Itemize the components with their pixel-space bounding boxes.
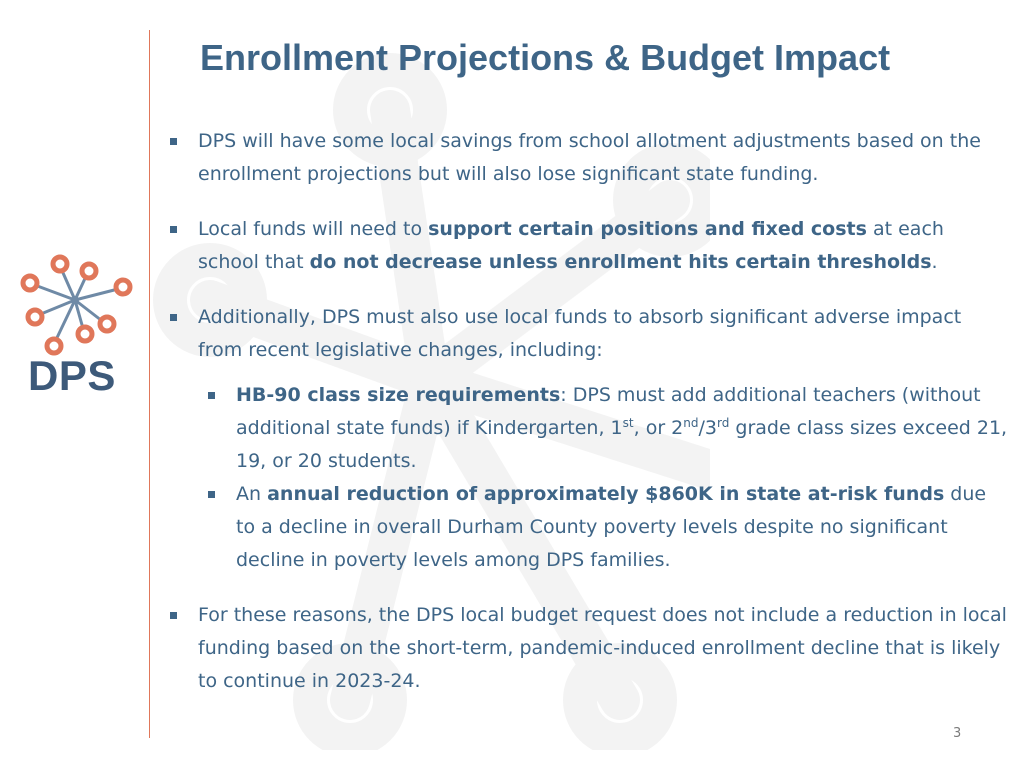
bullet-bold-text: annual reduction of approximately $860K in state at-risk funds bbox=[267, 483, 945, 505]
bullet-square-icon bbox=[170, 612, 177, 619]
bullet-text: /3 bbox=[698, 417, 717, 439]
bullet-text: due to a decline in overall Durham County poverty levels despite no significant decline in poverty levels among DPS families. bbox=[236, 483, 987, 571]
bullet-text: For these reasons, the DPS local budget request does not include a reduction in local funding based on the short-term, pandemic-induced enrollment decline that is likely to continue in 2023-24. bbox=[198, 604, 1007, 692]
bullet-bold-text: do not decrease unless enrollment hits certain thresholds bbox=[309, 251, 932, 273]
bullet-bold-text: support certain positions and fixed costs bbox=[428, 218, 867, 240]
bullet-text: at each school that bbox=[198, 218, 944, 273]
slide-title: Enrollment Projections & Budget Impact bbox=[200, 37, 891, 78]
bullet-bold-text: HB-90 class size requirements bbox=[236, 384, 561, 406]
bullet-text: : DPS must add additional teachers (without additional state funds) if Kindergarten, 1 bbox=[236, 384, 981, 439]
bullet-legislative-changes bbox=[168, 301, 1008, 367]
bullet-text: Additionally, DPS must also use local funds to absorb significant adverse impact from recent legislative changes, including: bbox=[198, 306, 962, 361]
sub-bullet-hb90 bbox=[206, 379, 1008, 478]
bullet-square-icon bbox=[170, 226, 177, 233]
bullet-local-savings bbox=[168, 125, 1008, 191]
bullet-square-icon bbox=[170, 314, 177, 321]
bullet-text: An bbox=[236, 483, 268, 505]
bullet-text: grade class sizes exceed 21, 19, or 20 students. bbox=[236, 417, 1008, 472]
bullet-budget-request bbox=[168, 599, 1008, 698]
sub-bullet-at-risk-funds bbox=[206, 478, 1008, 577]
vertical-divider bbox=[149, 30, 150, 738]
bullet-square-icon bbox=[208, 491, 215, 498]
superscript: rd bbox=[717, 416, 730, 430]
superscript: nd bbox=[683, 416, 699, 430]
bullet-text: DPS will have some local savings from school allotment adjustments based on the enrollment projections but will also lose significant state funding. bbox=[198, 130, 981, 185]
bullet-square-icon bbox=[208, 392, 215, 399]
bullet-square-icon bbox=[170, 138, 177, 145]
bullet-text: , or 2 bbox=[633, 417, 684, 439]
superscript: st bbox=[622, 416, 634, 430]
page-number: 3 bbox=[953, 726, 962, 741]
dps-logo-text: DPS bbox=[28, 352, 116, 399]
bullet-text: Local funds will need to bbox=[198, 218, 429, 240]
bullet-text: . bbox=[931, 251, 938, 273]
bullet-local-funds bbox=[168, 213, 1008, 279]
bullet-list bbox=[168, 125, 1008, 698]
